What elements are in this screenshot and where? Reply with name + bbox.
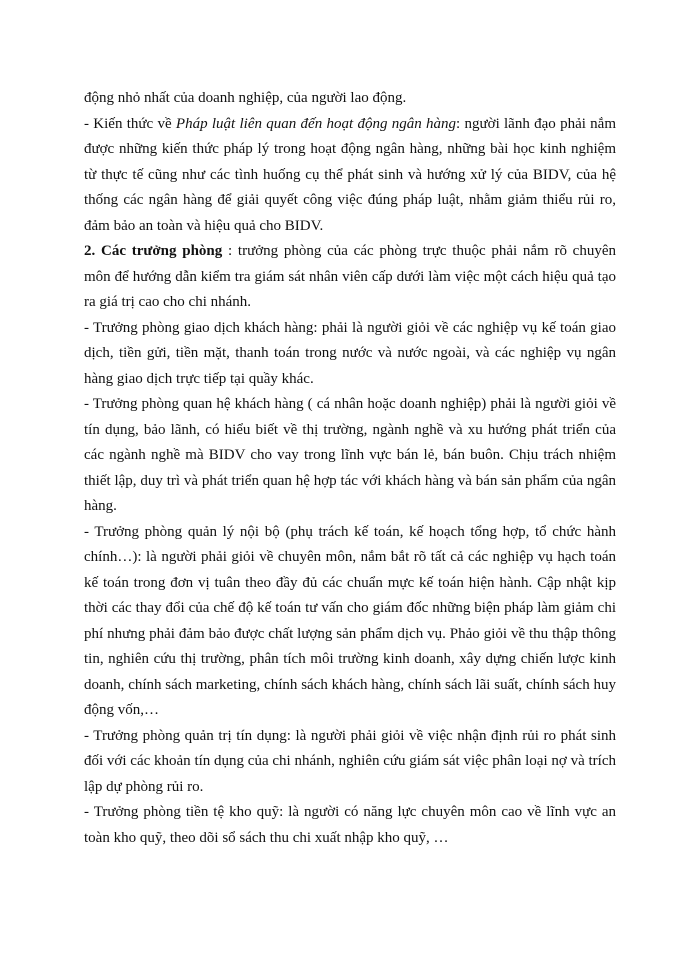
paragraph-treasury-head	[84, 800, 616, 851]
paragraph-customer-relations-head	[84, 392, 616, 520]
italic-term: Pháp luật liên quan đến hoạt động ngân hàng	[175, 115, 457, 132]
paragraph-text: - Trưởng phòng quản trị tín dụng: là người phải giỏi về việc nhận định rủi ro phát sinh đối với các khoản tín dụng của chi nhánh, nghiên cứu giám sát việc phân loại nợ và trích lập dự phòng rủi ro.	[84, 727, 616, 795]
section-heading: 2. Các trưởng phòng	[84, 243, 223, 259]
paragraph-continuation	[84, 86, 616, 112]
paragraph-internal-management-head	[84, 520, 616, 724]
paragraph-transaction-head	[84, 316, 616, 393]
paragraph-text: - Trưởng phòng quan hệ khách hàng ( cá nhân hoặc doanh nghiệp) phải là người giỏi về tín dụng, bảo lãnh, có hiểu biết về thị trường, ngành nghề và xu hướng phát triển của các ngành nghề mà BIDV cho vay trong lĩnh vực bán lẻ, bán buôn. Chịu trách nhiệm thiết lập, duy trì và phát triển quan hệ hợp tác với khách hàng và bán sản phẩm của ngân hàng.	[84, 396, 616, 514]
paragraph-credit-admin-head	[84, 724, 616, 801]
paragraph-section-heads	[84, 239, 616, 316]
paragraph-text: - Trưởng phòng tiền tệ kho quỹ: là người có năng lực chuyên môn cao về lĩnh vực an toàn kho quỹ, theo dõi sổ sách thu chi xuất nhập kho quỹ, …	[84, 804, 616, 846]
paragraph-prefix: - Kiến thức về	[84, 115, 176, 132]
paragraph-text: - Trưởng phòng giao dịch khách hàng: phải là người giỏi về các nghiệp vụ kế toán giao dịch, tiền gửi, tiền mặt, thanh toán trong nước và nước ngoài, và các nghiệp vụ ngân hàng giao dịch trực tiếp tại quầy khác.	[84, 319, 616, 387]
paragraph-text: : trưởng phòng của các phòng trực thuộc phải nắm rõ chuyên môn để hướng dẫn kiểm tra giám sát nhân viên cấp dưới làm việc một cách hiệu quả tạo ra giá trị cao cho chi nhánh.	[84, 243, 616, 310]
paragraph-legal-knowledge	[84, 112, 616, 240]
paragraph-text: - Trưởng phòng quản lý nội bộ (phụ trách kế toán, kế hoạch tổng hợp, tổ chức hành chính…): là người phải giỏi về chuyên môn, nắm bắt rõ tất cả các nghiệp vụ hạch toán kế toán trong đơn vị tuân theo đầy đủ các chuẩn mực kế toán hiện hành. Cập nhật kịp thời các thay đổi của chế độ kế toán tư vấn cho giám đốc những biện pháp làm giảm chi phí nhưng phải đảm bảo được chất lượng sản phẩm dịch vụ. Phảo giỏi về thu thập thông tin, nghiên cứu thị trường, phân tích môi trường kinh doanh, xây dựng chiến lược kinh doanh, chính sách marketing, chính sách khách hàng, chính sách lãi suất, chính sách huy động vốn,…	[84, 523, 616, 718]
paragraph-text: : người lãnh đạo phải nắm được những kiến thức pháp lý trong hoạt động ngân hàng, những bài học kinh nghiệm từ thực tế cũng như các tình huống cụ thể phát sinh và hướng xử lý của BIDV, của hệ thống các ngân hàng để giải quyết công việc đúng pháp luật, nhằm giảm thiểu rủi ro, đảm bảo an toàn và hiệu quả cho BIDV.	[84, 115, 617, 234]
paragraph-text: động nhỏ nhất của doanh nghiệp, của người lao động.	[84, 90, 407, 106]
document-body	[84, 86, 616, 851]
